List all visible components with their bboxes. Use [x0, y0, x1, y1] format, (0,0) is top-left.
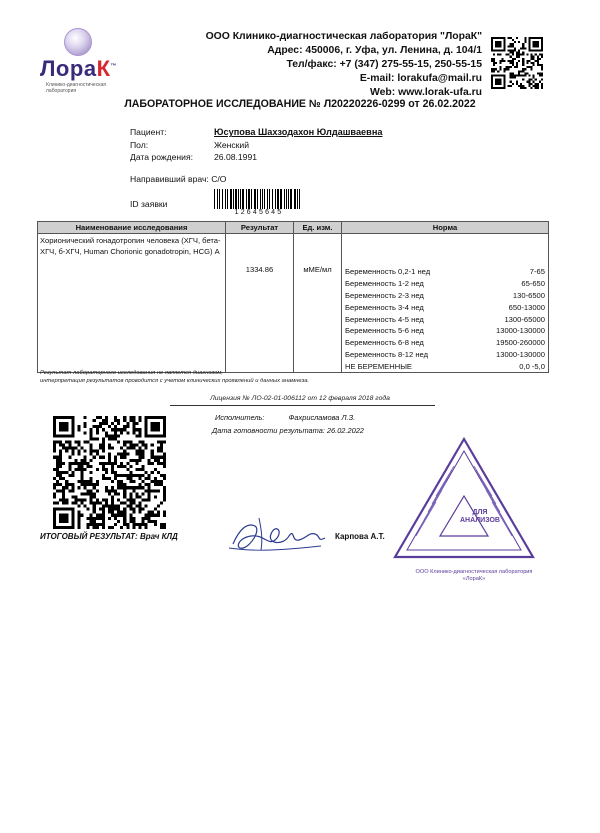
disclaimer: [40, 369, 309, 385]
header-result: Результат: [226, 222, 294, 234]
disclaimer-line: интерпретация результатов проводится с учетом клинических проявлений и данных анамнеза.: [40, 378, 310, 384]
header-unit: Ед. изм.: [294, 222, 342, 234]
result-qr-code: [53, 416, 166, 529]
table-row: [38, 234, 549, 373]
header-web: Web: www.lorak-ufa.ru: [370, 87, 482, 98]
norm-range: 19500-260000: [496, 338, 545, 348]
logo-tm: ™: [110, 63, 117, 70]
referrer-label: Направивший врач:: [130, 174, 209, 184]
norm-row: [342, 278, 548, 290]
divider: [170, 405, 435, 406]
logo-text-part2: К: [96, 56, 111, 81]
doctor-name: Карпова А.Т.: [335, 532, 385, 541]
norm-list: [342, 234, 549, 373]
stamp-bottom-text: ООО Клинико-диагностическая лаборатория «ЛораК»: [415, 569, 533, 582]
norm-label: Беременность 4-5 нед: [345, 314, 424, 324]
sex-value: Женский: [214, 139, 250, 150]
barcode-number: 12645645: [234, 209, 284, 216]
lab-logo: [40, 28, 132, 94]
norm-label: Беременность 0,2-1 нед: [345, 267, 431, 277]
norm-range: 0,0 -5,0: [519, 361, 545, 371]
header-address: Адрес: 450006, г. Уфа, ул. Ленина, д. 104/1: [267, 45, 482, 56]
document-title: ЛАБОРАТОРНОЕ ИССЛЕДОВАНИЕ № Л20220226-0299 от 26.02.2022: [124, 98, 476, 110]
logo-sphere-icon: [64, 28, 92, 56]
request-id-label: ID заявки: [130, 199, 168, 209]
header-norm: Норма: [342, 222, 549, 234]
patient-name: Юсупова Шахзодахон Юлдашваевна: [214, 127, 383, 138]
norm-range: 13000-130000: [496, 326, 545, 336]
executor: [215, 413, 355, 422]
norm-range: 130-6500: [512, 290, 545, 300]
header-org: ООО Клинико-диагностическая лаборатория "ЛораК": [205, 31, 482, 42]
logo-wordmark: [40, 56, 117, 82]
norm-row: [342, 360, 548, 372]
stamp-line: ДЛЯ: [472, 509, 488, 516]
header-qr-code: [491, 37, 543, 89]
norm-row: [342, 313, 548, 325]
norm-row: [342, 349, 548, 361]
norm-row: [342, 301, 548, 313]
executor-label: Исполнитель:: [215, 413, 265, 422]
sex-label: Пол:: [130, 139, 149, 150]
norm-label: Беременность 3-4 нед: [345, 302, 424, 312]
norm-range: 7-65: [529, 267, 545, 277]
lab-stamp: [392, 436, 536, 560]
executor-name: Фахрисламова Л.З.: [288, 413, 356, 422]
norm-range: 65-650: [521, 279, 545, 289]
header-email: E-mail: lorakufa@mail.ru: [359, 73, 482, 84]
patient-label: Пациент:: [130, 127, 167, 138]
referrer-value: С/О: [211, 174, 227, 184]
norm-label: Беременность 1-2 нед: [345, 279, 424, 289]
norm-range: 1300-65000: [504, 314, 545, 324]
license-text: Лицензия № ЛО-02-01-006112 от 12 февраля 2018 года: [210, 395, 390, 402]
logo-text-part1: Лора: [40, 56, 97, 81]
stamp-center-text: [440, 509, 520, 525]
header-test-name: Наименование исследования: [38, 222, 226, 234]
disclaimer-line: Результат лабораторного исследования не является диагнозом,: [40, 370, 223, 376]
dob-label: Дата рождения:: [130, 152, 194, 163]
referrer: [130, 174, 226, 184]
doctor-signature: [225, 508, 335, 560]
stamp-line: АНАЛИЗОВ: [460, 517, 500, 524]
norm-range: 13000-130000: [496, 349, 545, 359]
norm-range: 650-13000: [508, 302, 545, 312]
norm-label: Беременность 2-3 нед: [345, 290, 424, 300]
results-table: [37, 221, 549, 373]
norm-row: [342, 266, 548, 278]
unit-value: мМЕ/мл: [294, 234, 342, 373]
norm-label: Беременность 8-12 нед: [345, 349, 429, 359]
dob-value: 26.08.1991: [214, 152, 258, 163]
norm-label: Беременность 5-6 нед: [345, 326, 424, 336]
test-name: Хорионический гонадотропин человека (ХГЧ, бета-ХГЧ, б-ХГЧ, Human Chorionic gonadotropin, HCG) A: [38, 234, 226, 373]
final-result-label: ИТОГОВЫЙ РЕЗУЛЬТАТ: Врач КЛД: [40, 532, 178, 541]
lab-header: [142, 30, 482, 100]
norm-row: [342, 290, 548, 302]
header-phone: Тел/факс: +7 (347) 275-55-15, 250-55-15: [286, 59, 482, 70]
norm-row: [342, 325, 548, 337]
patient-info: [130, 126, 382, 164]
logo-subtitle: Клинико-диагностическая лаборатория: [46, 82, 106, 94]
request-barcode: [214, 189, 304, 209]
norm-label: Беременность 6-8 нед: [345, 338, 424, 348]
ready-date: Дата готовности результата: 26.02.2022: [212, 426, 364, 435]
norm-label: НЕ БЕРЕМЕННЫЕ: [345, 361, 412, 371]
norm-row: [342, 337, 548, 349]
result-value: 1334.86: [226, 234, 294, 373]
